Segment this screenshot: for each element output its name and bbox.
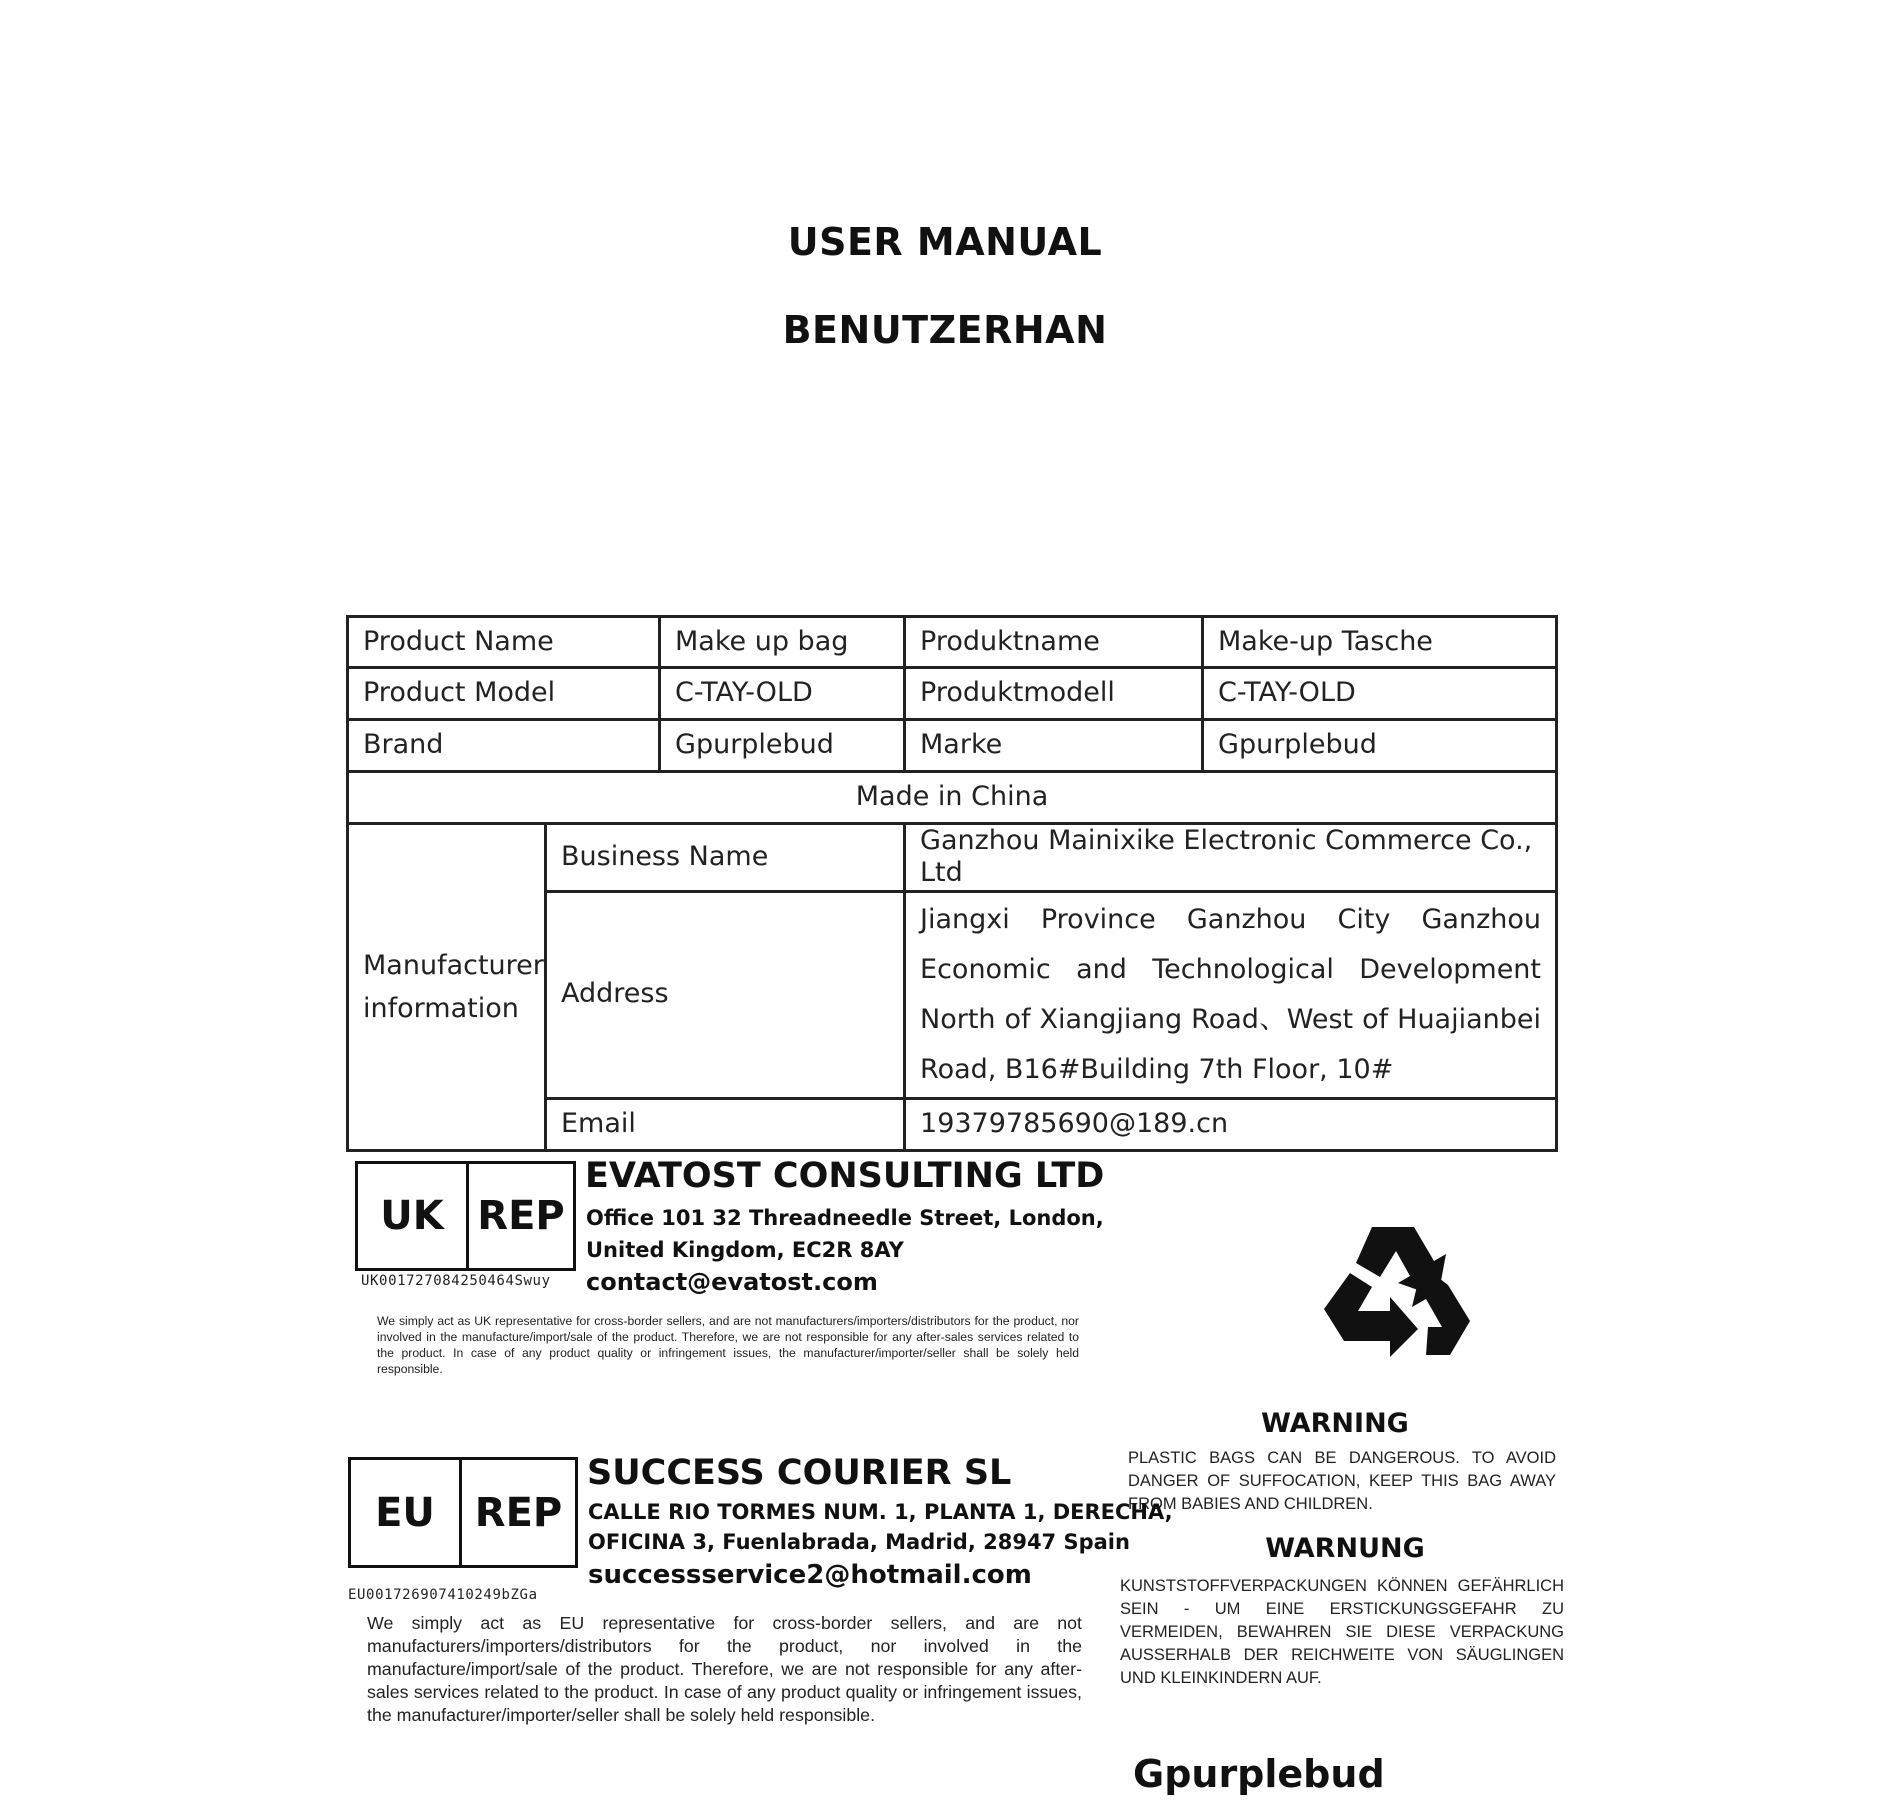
produktmodell-label: Produktmodell: [905, 668, 1203, 720]
eu-rep-badge-left: EU: [351, 1460, 462, 1565]
eu-rep-badge: [348, 1457, 578, 1568]
eu-rep-disclaimer: We simply act as EU representative for cross-border sellers, and are not manufacturers/importers/distributors for the product, nor involved in the manufacture/import/sale of the product. Therefore, we are not responsible for any after-sales services related to the product. In case of any product quality or infringement issues, the manufacturer/importer/seller shall be solely held responsible.: [367, 1613, 1082, 1725]
uk-rep-badge-right: REP: [477, 1193, 565, 1239]
table-row: [348, 824, 1557, 892]
business-name-label: Business Name: [546, 824, 905, 892]
uk-rep-company: EVATOST CONSULTING LTD: [585, 1156, 1105, 1196]
table-row: [348, 772, 1557, 824]
product-name-label: Product Name: [348, 617, 660, 668]
eu-rep-badge-right: REP: [474, 1489, 563, 1536]
eu-rep-code: EU001726907410249bZGa: [348, 1587, 538, 1603]
produktname-value: Make-up Tasche: [1203, 617, 1557, 668]
product-model-value: C-TAY-OLD: [660, 668, 905, 720]
uk-rep-address-line1: Office 101 32 Threadneedle Street, London,: [586, 1206, 1104, 1230]
address-label: Address: [546, 891, 905, 1098]
warning-text-en: PLASTIC BAGS CAN BE DANGEROUS. TO AVOID DANGER OF SUFFOCATION, KEEP THIS BAG AWAY FROM BABIES AND CHILDREN.: [1128, 1449, 1556, 1513]
footer-brand: Gpurplebud: [1133, 1752, 1385, 1796]
product-model-label: Product Model: [348, 668, 660, 720]
uk-rep-disclaimer: We simply act as UK representative for cross-border sellers, and are not manufacturers/importers/distributors for the product, nor involved in the manufacture/import/sale of the product. Therefore, we are not responsible for any after-sales services related to the product. In case of any product quality or infringement issues, the manufacturer/importer/seller shall be solely held responsible.: [377, 1314, 1079, 1376]
uk-rep-badge: [355, 1161, 576, 1271]
brand-value: Gpurplebud: [660, 720, 905, 772]
warning-heading-en: WARNING: [1261, 1408, 1409, 1439]
uk-rep-code: UK001727084250464Swuy: [361, 1273, 551, 1289]
address-value: Jiangxi Province Ganzhou City Ganzhou Economic and Technological Development North of Xiangjiang Road、West of Huajianbei Road, B16#Building 7th Floor, 10#: [905, 891, 1557, 1098]
uk-rep-address: [586, 1202, 1104, 1266]
product-name-value: Make up bag: [660, 617, 905, 668]
page-title: USER MANUAL: [787, 220, 1103, 264]
eu-rep-address-line1: CALLE RIO TORMES NUM. 1, PLANTA 1, DERECHA,: [588, 1500, 1173, 1524]
uk-rep-email: contact@evatost.com: [586, 1268, 878, 1296]
uk-rep-badge-left: UK: [358, 1164, 469, 1268]
recycle-icon: [1316, 1205, 1476, 1365]
manufacturer-info-label: Manufacturer information: [348, 824, 546, 1151]
produktmodell-value: C-TAY-OLD: [1203, 668, 1557, 720]
warning-heading-de: WARNUNG: [1265, 1533, 1425, 1564]
email-value: 19379785690@189.cn: [905, 1098, 1557, 1150]
table-row: [348, 720, 1557, 772]
warning-text-de: KUNSTSTOFFVERPACKUNGEN KÖNNEN GEFÄHRLICH SEIN - UM EINE ERSTICKUNGSGEFAHR ZU VERMEIDEN, BEWAHREN SIE DIESE VERPACKUNG AUSSERHALB DER REICHWEITE VON SÄUGLINGEN UND KLEINKINDERN AUF.: [1120, 1577, 1564, 1687]
product-info-table: [346, 615, 1558, 1152]
eu-rep-company: SUCCESS COURIER SL: [587, 1453, 1012, 1493]
eu-rep-email: successservice2@hotmail.com: [588, 1560, 1032, 1590]
produktname-label: Produktname: [905, 617, 1203, 668]
email-label: Email: [546, 1098, 905, 1150]
eu-rep-address-line2: OFICINA 3, Fuenlabrada, Madrid, 28947 Spain: [588, 1530, 1130, 1554]
table-row: [348, 617, 1557, 668]
table-row: [348, 668, 1557, 720]
uk-rep-address-line2: United Kingdom, EC2R 8AY: [586, 1238, 904, 1262]
business-name-value: Ganzhou Mainixike Electronic Commerce Co., Ltd: [905, 824, 1557, 892]
marke-label: Marke: [905, 720, 1203, 772]
eu-rep-address: [588, 1497, 1173, 1557]
brand-label: Brand: [348, 720, 660, 772]
origin-cell: Made in China: [348, 772, 1557, 824]
page-subtitle: BENUTZERHAN: [782, 308, 1108, 352]
marke-value: Gpurplebud: [1203, 720, 1557, 772]
